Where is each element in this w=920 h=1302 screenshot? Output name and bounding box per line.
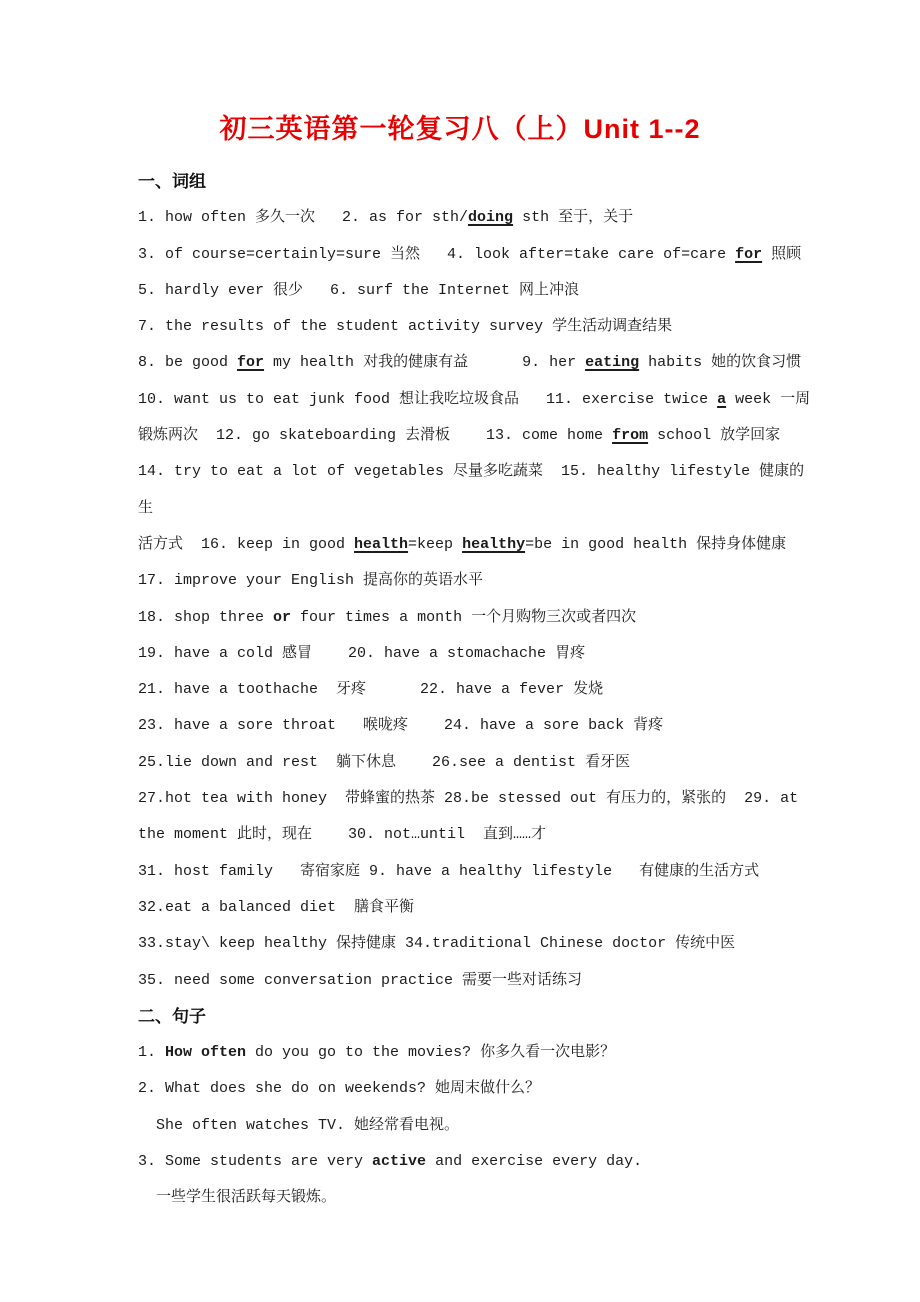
text-run: 31. host family 寄宿家庭 9. have a healthy lifestyle 有健康的生活方式 [138,862,760,880]
text-run: eating [585,354,640,372]
text-run: How often [165,1044,247,1062]
text-line [138,382,818,418]
text-run: 活方式 16. keep in good [138,535,355,553]
text-line [138,745,818,781]
text-run: 7. the results of the student activity survey 学生活动调查结果 [138,318,673,336]
text-run: =be in good health 保持身体健康 [525,535,787,553]
section-heading: 二、句子 [138,1006,206,1026]
text-run: 17. improve your English 提高你的英语水平 [138,572,484,590]
text-run: 3. of course=certainly=sure 当然 4. look after=take care of=care [138,245,736,263]
document-title: 初三英语第一轮复习八（上）Unit 1--2 [219,114,701,144]
text-run: doing [468,209,514,227]
text-run: 5. hardly ever 很少 6. surf the Internet 网上冲浪 [138,281,580,299]
document-body [138,164,818,1217]
text-line [138,1035,818,1071]
text-line [138,309,818,345]
text-run: 14. try to eat a lot of vegetables 尽量多吃蔬菜 15. healthy lifestyle 健康的生 [138,463,805,517]
text-run: healthy [462,535,526,553]
text-line [138,1144,818,1180]
text-run: 18. shop three [138,608,274,626]
text-line [138,418,818,454]
text-run: 23. have a sore throat 喉咙疼 24. have a sore back 背疼 [138,717,664,735]
text-run: 一些学生很活跃每天锻炼。 [138,1189,337,1207]
text-run: health [354,535,409,553]
text-line [138,454,818,527]
text-run: from [612,427,649,445]
text-line [138,890,818,926]
text-line [138,672,818,708]
text-run: or [273,608,292,626]
text-run: school 放学回家 [648,427,781,445]
text-run: =keep [408,535,463,553]
text-line [138,926,818,962]
text-line [138,527,818,563]
text-line [138,600,818,636]
text-line [138,345,818,381]
text-line [138,200,818,236]
text-run: do you go to the movies? 你多久看一次电影？ [246,1044,616,1062]
text-line [138,636,818,672]
text-run: four times a month 一个月购物三次或者四次 [291,608,637,626]
text-line [138,781,818,817]
section-heading: 一、词组 [138,172,206,191]
text-run: 10. want us to eat junk food 想让我吃垃圾食品 11. exercise twice [138,390,718,408]
text-run: 33.stay\ keep healthy 保持健康 34.traditional Chinese doctor 传统中医 [138,935,736,953]
text-line [138,817,818,853]
text-run: 8. be good [138,354,238,372]
text-run: habits 她的饮食习惯 [639,354,802,372]
text-line [138,563,818,599]
text-run: 19. have a cold 感冒 20. have a stomachache 胃疼 [138,644,586,662]
text-run: active [372,1153,427,1171]
text-run: a [717,390,727,408]
text-run: 锻炼两次 12. go skateboarding 去滑板 13. come home [138,427,613,445]
text-run: 27.hot tea with honey 带蜂蜜的热茶 28.be stessed out 有压力的，紧张的 29. at [138,790,799,808]
text-run: my health 对我的健康有益 9. her [264,354,586,372]
text-run: 1. how often 多久一次 2. as for sth/ [138,209,469,227]
text-run: 25.lie down and rest 躺下休息 26.see a dentist 看牙医 [138,753,631,771]
text-run: 2. What does she do on weekends? 她周末做什么？ [138,1080,541,1098]
text-line [138,854,818,890]
text-line [138,1071,818,1107]
text-run: She often watches TV. 她经常看电视。 [138,1116,460,1134]
text-line [138,1180,818,1216]
text-line [138,963,818,999]
text-run: for [237,354,265,372]
text-run: for [735,245,763,263]
text-line [138,273,818,309]
text-line [138,237,818,273]
text-run: the moment 此时，现在 30. not…until 直到……才 [138,826,547,844]
text-run: 35. need some conversation practice 需要一些对话练习 [138,971,583,989]
text-run: and exercise every day. [426,1153,643,1171]
text-line [138,708,818,744]
text-run: week 一周 [726,390,811,408]
text-line [138,1108,818,1144]
text-run: 照顾 [762,245,802,263]
text-run: 1. [138,1044,166,1062]
text-run: sth 至于，关于 [513,209,634,227]
text-run: 21. have a toothache 牙疼 22. have a fever 发烧 [138,681,604,699]
text-run: 3. Some students are very [138,1153,373,1171]
text-run: 32.eat a balanced diet 膳食平衡 [138,898,415,916]
